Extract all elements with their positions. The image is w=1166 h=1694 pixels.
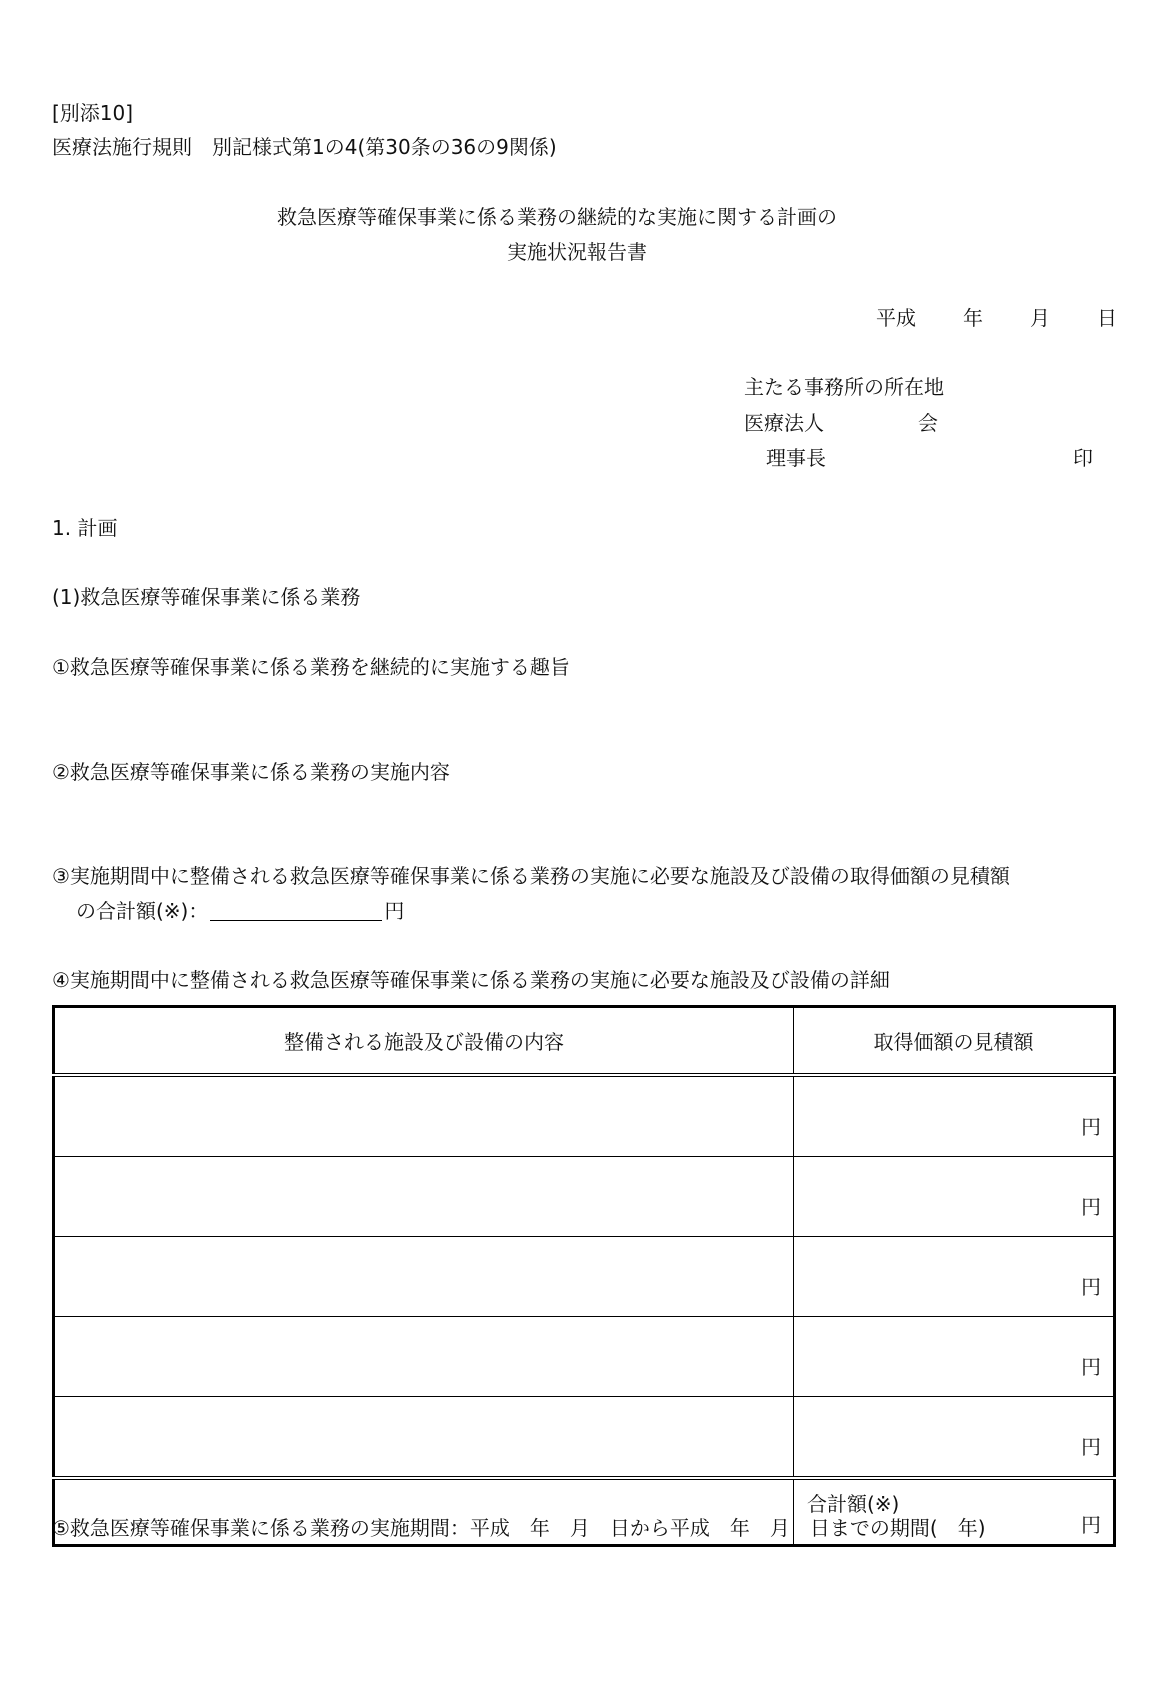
cost-cell: 円 [794,1317,1115,1397]
cost-cell: 円 [794,1397,1115,1479]
item-content: ②救急医療等確保事業に係る業務の実施内容 [52,760,450,784]
facility-desc-cell [54,1075,794,1157]
date-day: 日 [1097,306,1117,330]
table-row [54,1075,1115,1157]
item-cost-total-unit: 円 [384,899,405,923]
item-cost-estimate: ③実施期間中に整備される救急医療等確保事業に係る業務の実施に必要な施設及び設備の取得価額の見積額 [52,864,1010,888]
facility-desc-cell [54,1157,794,1237]
facility-desc-cell [54,1397,794,1479]
header-facility-content: 整備される施設及び設備の内容 [54,1007,794,1076]
item-cost-total-prefix: の合計額(※)： [76,899,209,923]
cost-cell: 円 [794,1075,1115,1157]
date-era: 平成 [876,306,916,330]
cost-cell: 円 [794,1237,1115,1317]
document-title-line1: 救急医療等確保事業に係る業務の継続的な実施に関する計画の [277,205,837,229]
regulation-reference: 医療法施行規則 別記様式第1の4(第30条の36の9関係) [52,135,557,159]
date-year: 年 [963,306,983,330]
item-cost-total-line [76,900,404,921]
total-label: 合計額(※) [807,1492,900,1516]
subsection-heading: (1)救急医療等確保事業に係る業務 [52,585,361,609]
item-purpose: ①救急医療等確保事業に係る業務を継続的に実施する趣旨 [52,655,570,679]
item-facility-details: ④実施期間中に整備される救急医療等確保事業に係る業務の実施に必要な施設及び設備の詳細 [52,968,890,992]
header-estimated-cost: 取得価額の見積額 [794,1007,1115,1076]
total-unit: 円 [1081,1513,1101,1537]
chairman-label: 理事長 [766,446,826,470]
office-address-label: 主たる事務所の所在地 [744,375,944,399]
section-heading-plan: 1. 計画 [52,516,118,540]
table-row [54,1317,1115,1397]
attachment-label: [別添10] [52,101,134,125]
seal-mark: 印 [1073,446,1093,470]
facility-detail-table [52,1005,1116,1547]
corporation-suffix: 会 [918,411,938,435]
document-title-line2: 実施状況報告書 [507,240,647,264]
table-row [54,1397,1115,1479]
date-month: 月 [1030,306,1050,330]
facility-desc-cell [54,1317,794,1397]
corporation-label: 医療法人 [744,411,824,435]
table-row [54,1157,1115,1237]
facility-desc-cell [54,1237,794,1317]
item-implementation-period: ⑤救急医療等確保事業に係る業務の実施期間：平成 年 月 日から平成 年 月 日までの期間( 年) [52,1516,986,1540]
table-row [54,1237,1115,1317]
total-amount-blank [210,900,382,921]
cost-cell: 円 [794,1157,1115,1237]
